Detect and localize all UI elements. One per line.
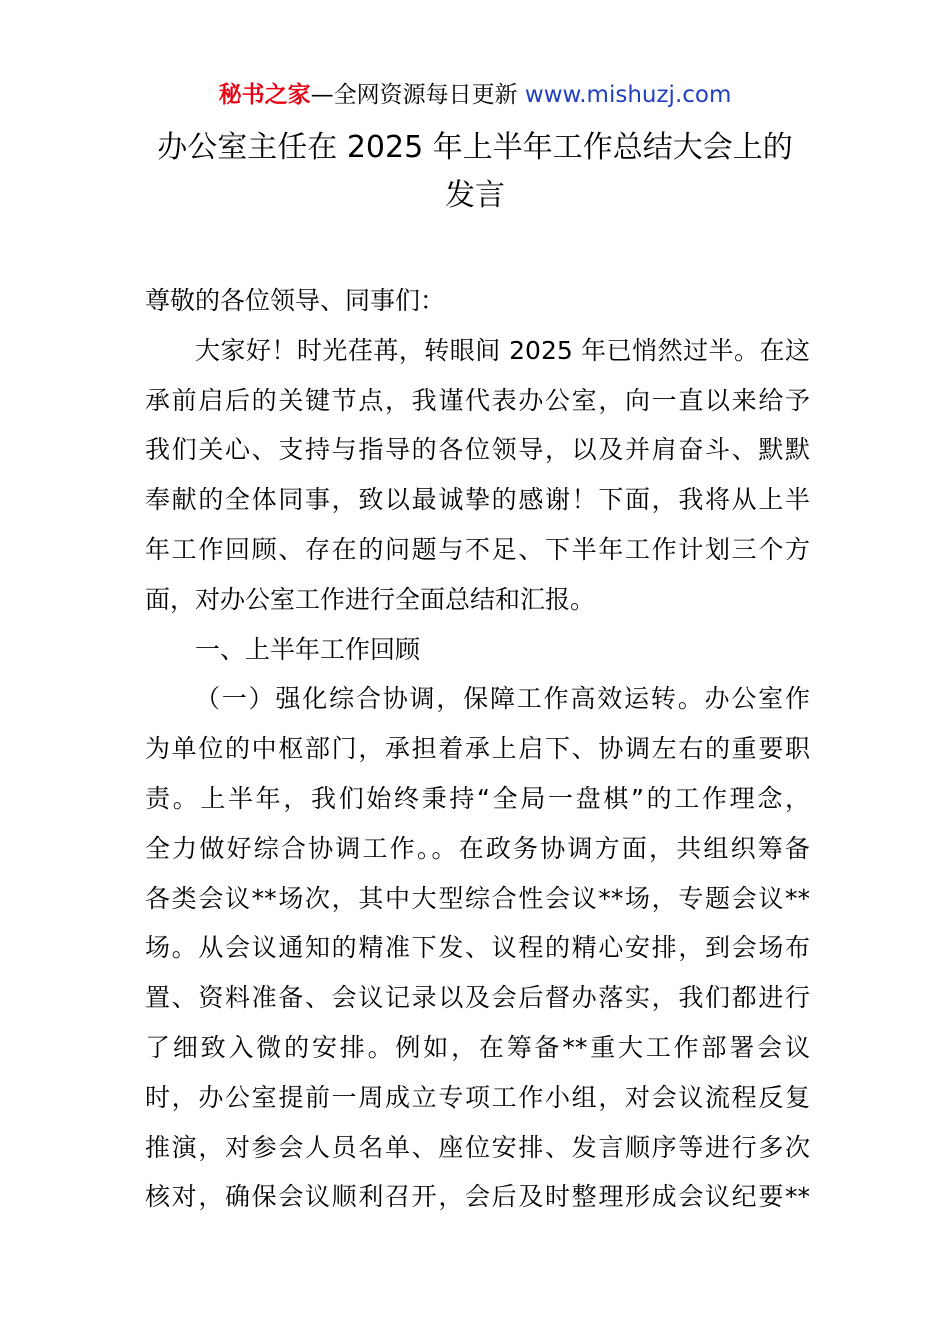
body-line: 推演，对参会人员名单、座位安排、发言顺序等进行多次	[145, 1132, 810, 1162]
section-heading: 一、上半年工作回顾	[195, 634, 421, 664]
body-line: （一）强化综合协调，保障工作高效运转。办公室作	[195, 684, 810, 714]
body-line: 场。从会议通知的精准下发、议程的精心安排，到会场布	[145, 933, 810, 963]
title-line-1: 办公室主任在 2025 年上半年工作总结大会上的	[157, 130, 793, 165]
body-line: 为单位的中枢部门，承担着承上启下、协调左右的重要职	[145, 734, 810, 764]
site-url-link[interactable]: www.mishuzj.com	[524, 82, 732, 108]
body-line: 时，办公室提前一周成立专项工作小组，对会议流程反复	[145, 1082, 810, 1112]
site-slogan: —全网资源每日更新	[310, 82, 525, 108]
body-line: 了细致入微的安排。例如，在筹备**重大工作部署会议	[145, 1032, 810, 1062]
body-line: 我们关心、支持与指导的各位领导，以及并肩奋斗、默默	[145, 435, 810, 465]
body-line: 承前启后的关键节点，我谨代表办公室，向一直以来给予	[145, 385, 810, 415]
brand-name: 秘书之家	[218, 82, 311, 108]
body-line: 年工作回顾、存在的问题与不足、下半年工作计划三个方	[145, 534, 810, 564]
body-line: 大家好！时光荏苒，转眼间 2025 年已悄然过半。在这	[195, 335, 810, 365]
title-line-2: 发言	[445, 178, 505, 213]
document-body	[145, 276, 810, 1222]
salutation: 尊敬的各位领导、同事们：	[145, 286, 446, 315]
body-line: 各类会议**场次，其中大型综合性会议**场，专题会议**	[145, 883, 810, 913]
body-line: 责。上半年，我们始终秉持“全局一盘棋”的工作理念，	[145, 783, 810, 813]
document-title	[120, 124, 830, 220]
body-line: 奉献的全体同事，致以最诚挚的感谢！下面，我将从上半	[145, 485, 810, 515]
body-line: 面，对办公室工作进行全面总结和汇报。	[145, 584, 596, 614]
body-line: 全力做好综合协调工作。。在政务协调方面，共组织筹备	[145, 833, 810, 863]
body-line: 核对，确保会议顺利召开，会后及时整理形成会议纪要**	[145, 1182, 810, 1212]
site-header	[0, 78, 950, 112]
body-line: 置、资料准备、会议记录以及会后督办落实，我们都进行	[145, 983, 810, 1013]
